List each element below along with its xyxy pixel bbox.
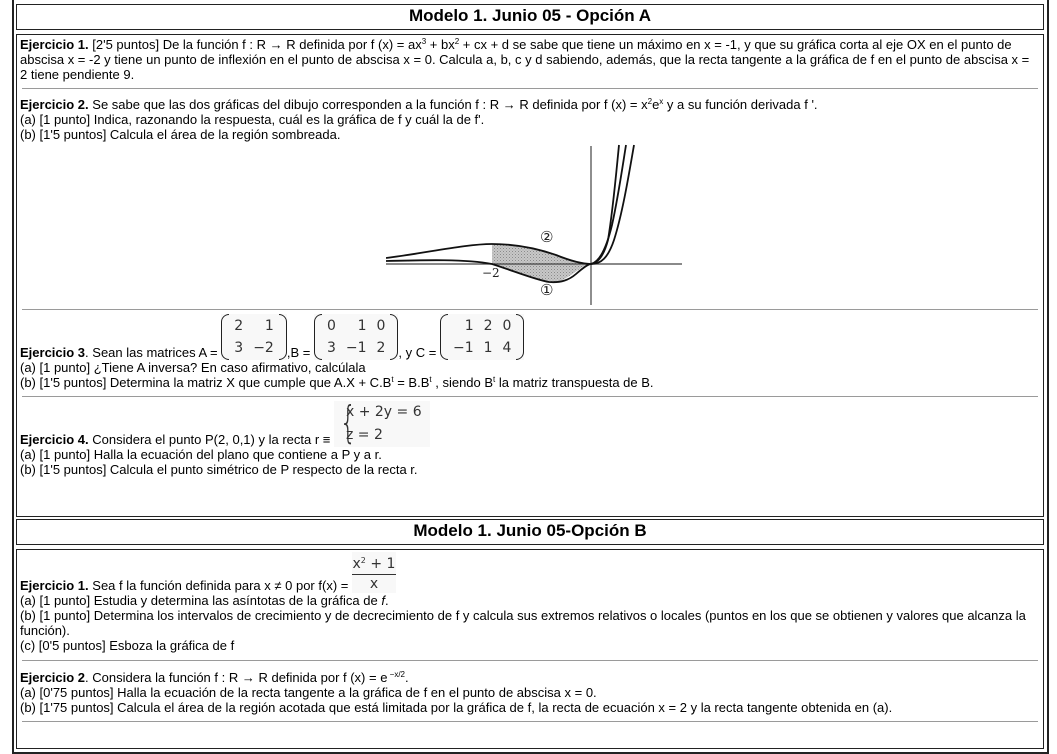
part-b: (b) [1'5 puntos] Calcula el punto simétrico de P respecto de la recta r. [20, 462, 418, 477]
part-b: (b) [1'75 puntos] Calcula el área de la región acotada que está limitada por la gráfica de f, la recta de ecuación x = 2 y la recta tangente obtenida en (a). [20, 700, 893, 715]
exercise-label: Ejercicio 2. [20, 97, 89, 112]
divider [22, 309, 1038, 310]
exercise-a-2 [20, 97, 1040, 305]
part-b: (b) [1'5 puntos] Calcula el área de la región sombreada. [20, 127, 341, 142]
part-c: (c) [0'5 puntos] Esboza la gráfica de f [20, 638, 235, 653]
section-b-content [16, 549, 1044, 749]
curve-1-label: ① [540, 281, 554, 299]
exercise-label: Ejercicio 3 [20, 345, 86, 360]
section-a-content [16, 34, 1044, 517]
exercise-label: Ejercicio 1. [20, 37, 89, 52]
exercise-label: Ejercicio 4. [20, 432, 89, 447]
exercise-a-1 [20, 37, 1040, 82]
exponent: 3 [421, 37, 427, 46]
section-a-header [16, 4, 1044, 30]
exercise-b-1 [20, 552, 1040, 653]
exercise-text: . Considera la función f : R → R definida por f (x) = e [85, 670, 388, 685]
divider [22, 721, 1038, 722]
exponent: 2 [647, 97, 653, 106]
exercise-label: Ejercicio 1. [20, 578, 89, 593]
part-a: (a) [1 punto] ¿Tiene A inversa? En caso afirmativo, calcúlala [20, 360, 366, 375]
matrix-b: 0 1 0 3 −1 2 [314, 314, 398, 360]
section-b-header [16, 519, 1044, 545]
exercise-text: + cx + d se sabe que tiene un máximo en x = -1, y que su gráfica corta al eje OX en el punto de abscisa x = -2 y tiene un punto de inflexión en el punto de abscisa x = 0. Calcula a, b, c y d sabiendo, además, que la recta tangente a la gráfica de f en el punto de abscisa x = 2 tiene pendiente 9. [20, 37, 1030, 82]
exponent: x [659, 97, 664, 106]
exercise-text: ,B = [286, 345, 314, 360]
part-a: (a) [1 punto] Estudia y determina las asíntotas de la gráfica de f. [20, 593, 389, 608]
exercise-text: Se sabe que las dos gráficas del dibujo corresponden a la función f : R → R definida por f (x) = x [88, 97, 648, 112]
part-b: (b) [1 punto] Determina los intervalos de crecimiento y de decrecimiento de f y calcula sus extremos relativos o locales (puntos en los que se obtienen y valores que alcanza la función). [20, 608, 1026, 638]
matrix-c: 1 2 0 −1 1 4 [440, 314, 524, 360]
part-b: (b) [1'5 puntos] Determina la matriz X que cumple que $A.X + C.B^t = B.B^t$ , siendo $B^t$ la matriz transpuesta de B. [20, 375, 654, 390]
fraction: $\frac{x^2 + 1}{x}$ [352, 552, 396, 593]
exercise-text: . [405, 670, 409, 685]
part-a: (a) [1 punto] Halla la ecuación del plano que contiene a P y a r. [20, 447, 382, 462]
exponent: −x/2 [387, 670, 406, 679]
curve-2-label: ② [540, 228, 554, 246]
matrix-a: 2 1 3 −2 [221, 314, 287, 360]
divider [22, 660, 1038, 661]
exercise-text: y a su función derivada f '. [663, 97, 818, 112]
section-a-title: Modelo 1. Junio 05 - Opción A [408, 6, 652, 25]
divider [22, 396, 1038, 397]
exponent: 2 [454, 37, 460, 46]
function-graph-figure [20, 142, 1040, 305]
exercise-label: Ejercicio 2 [20, 670, 86, 685]
x-tick-label: −2 [482, 266, 500, 280]
exercise-b-2 [20, 670, 1040, 715]
exercise-text: Considera el punto P(2, 0,1) y la recta r ≡ [88, 432, 334, 447]
exercise-a-4 [20, 397, 1040, 477]
divider [22, 88, 1038, 89]
exercise-text: + bx [426, 37, 455, 52]
part-a: (a) [0'75 puntos] Halla la ecuación de la recta tangente a la gráfica de f en el punto de abscisa x = 0. [20, 685, 597, 700]
part-a: (a) [1 punto] Indica, razonando la respuesta, cuál es la gráfica de f y cuál la de f'. [20, 112, 485, 127]
exercise-a-3 [20, 314, 1040, 390]
function-graph [386, 140, 686, 305]
section-b-title: Modelo 1. Junio 05-Opción B [413, 521, 647, 540]
exercise-text: Sea f la función definida para x ≠ 0 por f(x) = [88, 578, 352, 593]
exercise-text: [2'5 puntos] De la función f : R → R definida por f (x) = ax [88, 37, 422, 52]
equation-system: { x + 2y = 6 z = 2 [334, 401, 430, 447]
exercise-text: , y C = [398, 345, 440, 360]
exercise-text: e [652, 97, 660, 112]
exercise-text: . Sean las matrices A = [85, 345, 222, 360]
